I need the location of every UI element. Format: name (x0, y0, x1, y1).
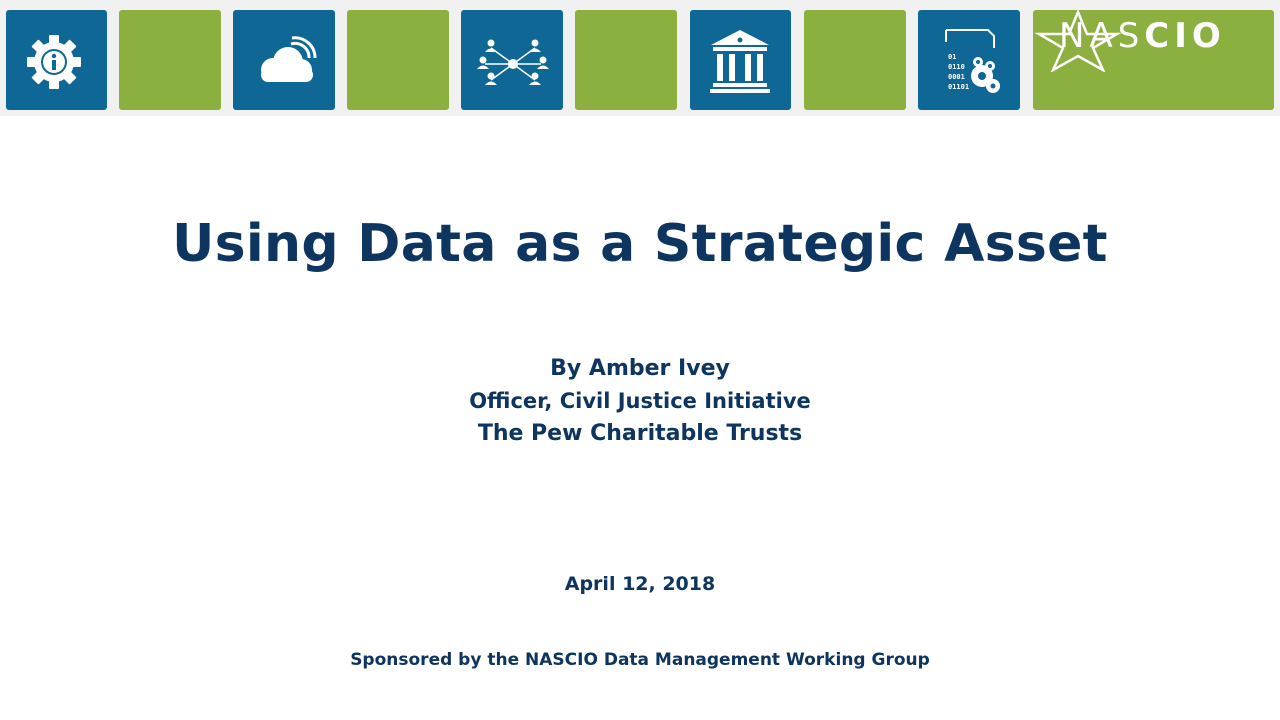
gear-info-icon (6, 10, 107, 110)
banner-tile (233, 10, 335, 110)
presentation-date: April 12, 2018 (564, 573, 716, 595)
cloud-icon (233, 10, 335, 110)
banner-tile (575, 10, 677, 110)
banner-tile (918, 10, 1020, 110)
banner-tile (690, 10, 791, 110)
role-line: Officer, Civil Justice Initiative (469, 389, 811, 413)
banner-tile (6, 10, 107, 110)
network-people-icon (461, 10, 563, 110)
banner-tile (347, 10, 449, 110)
svg-text:01: 01 (948, 53, 957, 61)
header-banner (0, 0, 1280, 116)
banner-tile (119, 10, 221, 110)
page-title: Using Data as a Strategic Asset (172, 214, 1108, 274)
logo-text: NASCIO (1059, 16, 1226, 56)
banner-tile (804, 10, 906, 110)
author-line: By Amber Ivey (550, 356, 730, 381)
svg-text:0001: 0001 (948, 73, 965, 81)
banner-tile (461, 10, 563, 110)
svg-text:0110: 0110 (948, 63, 965, 71)
svg-text:01101: 01101 (948, 83, 970, 91)
organization-line: The Pew Charitable Trusts (477, 421, 803, 446)
sponsor-line: Sponsored by the NASCIO Data Management Working Group (350, 650, 930, 670)
binary-gears-icon (918, 10, 1020, 110)
nascio-logo (1033, 10, 1274, 110)
star-icon (1033, 10, 1123, 72)
government-building-icon (690, 10, 791, 110)
